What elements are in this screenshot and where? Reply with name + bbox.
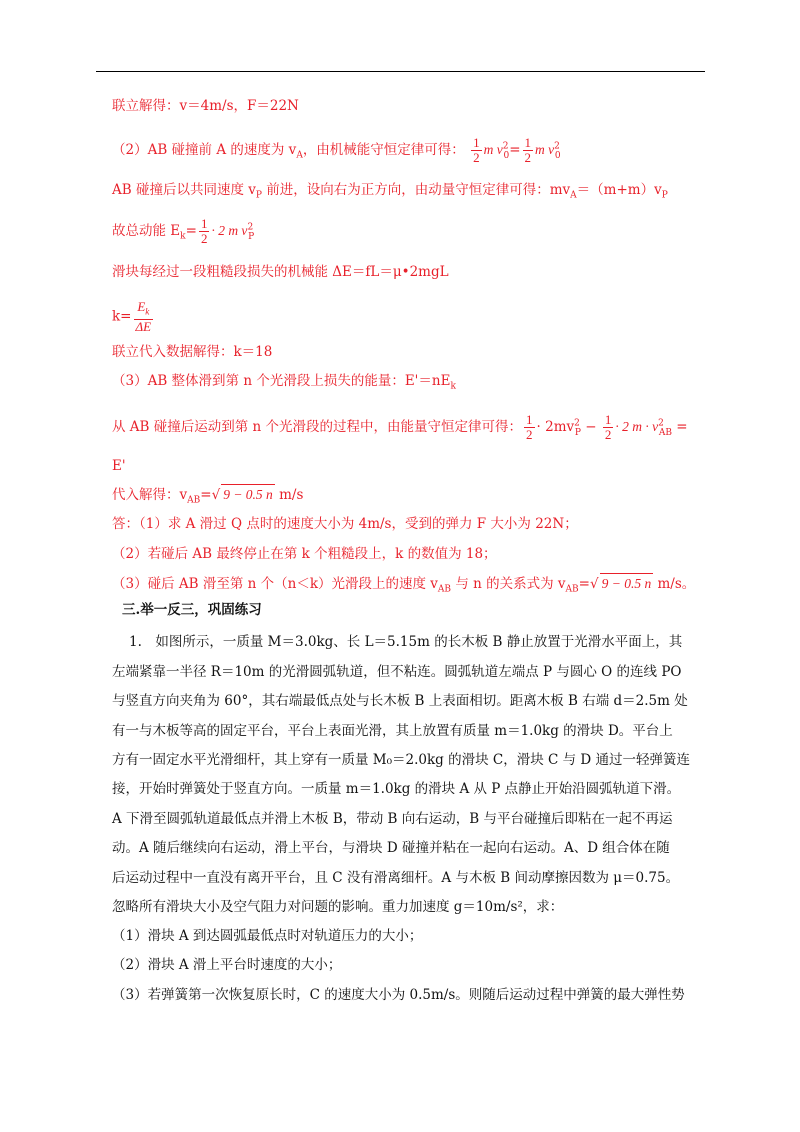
problem-line-2: 左端紧靠一半径 R＝10m 的光滑圆弧轨道，但不粘连。圆弧轨道左端点 P 与圆心 O 的连线 PO: [112, 664, 682, 680]
problem-line-10: 忽略所有滑块大小及空气阻力对问题的影响。重力加速度 g＝10m/s²，求：: [112, 899, 564, 915]
problem-line-5: 方有一固定水平光滑细杆，其上穿有一质量 M₀＝2.0kg 的滑块 C，滑块 C 与 D 通过一轻弹簧连: [112, 752, 691, 768]
problem-line-7: A 下滑至圆弧轨道最低点并滑上木板 B，带动 B 向右运动，B 与平台碰撞后即粘在一起不再运: [112, 811, 673, 827]
answer-line-2: （2）若碰后 AB 最终停止在第 k 个粗糙段上，k 的数值为 18；: [112, 546, 497, 562]
problem-line-9: 后运动过程中一直没有离开平台，且 C 没有滑离细杆。A 与木板 B 间动摩擦因数为 μ＝0.75。: [112, 870, 680, 886]
question-2: （2）滑块 A 滑上平台时速度的大小；: [112, 957, 342, 973]
solution-line-11: 代入解得：$v_{AB}=√$ 9 − 0.5 n m/s: [112, 484, 303, 511]
solution-line-10: E': [112, 458, 126, 474]
problem-line-1: 1. 如图所示，一质量 M＝3.0kg、长 L＝5.15m 的长木板 B 静止放置于光滑水平面上，其: [129, 634, 683, 650]
problem-line-8: 动。A 随后继续向右运动，滑上平台，与滑块 D 碰撞并粘在一起向右运动。A、D 组合体在随: [112, 840, 670, 856]
solution-line-8: （3）AB 整体滑到第 n 个光滑段上损失的能量：$E'=nE_k$: [112, 373, 456, 392]
header-rule: [96, 71, 705, 72]
question-1: （1）滑块 A 到达圆弧最低点时对轨道压力的大小；: [112, 928, 423, 944]
answer-line-1: 答：（1）求 A 滑过 Q 点时的速度大小为 4m/s，受到的弹力 F 大小为 22N；: [112, 516, 578, 532]
solution-line-3: AB 碰撞后以共同速度 $v_P$ 前进，设向右为正方向，由动量守恒定律可得：$mv_A=(m+m)v_P$: [112, 182, 668, 201]
fraction-half: $\frac{1}{2}$: [473, 135, 480, 165]
section-title: 三.举一反三，巩固练习: [122, 602, 262, 618]
solution-line-7: 联立代入数据解得：k＝18: [112, 344, 273, 360]
question-3: （3）若弹簧第一次恢复原长时，C 的速度大小为 0.5m/s。则随后运动过程中弹簧的最大弹性势: [112, 987, 685, 1003]
problem-line-6: 接，开始时弹簧处于竖直方向。一质量 m＝1.0kg 的滑块 A 从 P 点静止开始沿圆弧轨道下滑。: [112, 781, 681, 797]
solution-line-5: 滑块每经过一段粗糙段损失的机械能 ΔE＝fL＝μ•2mgL: [112, 264, 449, 280]
solution-line-4: 故总动能 $E_k=$ $\frac{1}{2}$ · 2 m $v^2_P$: [112, 216, 255, 246]
solution-line-2: （2）AB 碰撞前 A 的速度为 $v_A$，由机械能守恒定律可得： $\frac{1}{2}$ m $v^2_0=$ $\frac{1}{2}$ m $v^2_0$: [112, 135, 561, 165]
solution-line-1: 联立解得：v＝4m/s，F＝22N: [112, 98, 299, 114]
answer-line-3: （3）碰后 AB 滑至第 n 个（n＜k）光滑段上的速度 $v_{AB}$ 与 n 的关系式为 $v_{AB}=√$ 9 − 0.5 n m/s。: [112, 573, 695, 600]
problem-line-3: 与竖直方向夹角为 60°，其右端最低点处与长木板 B 上表面相切。距离木板 B 右端 d＝2.5m 处: [112, 693, 688, 709]
problem-line-4: 有一与木板等高的固定平台，平台上表面光滑，其上放置有质量 m＝1.0kg 的滑块 D。平台上: [112, 723, 673, 739]
solution-line-9: 从 AB 碰撞后运动到第 n 个光滑段的过程中，由能量守恒定律可得： $\frac{1}{2}$ · $2mv^2_P$ − $\frac{1}{2}$ · 2 $m \cdot v^2_{AB}$ =: [112, 412, 688, 442]
solution-line-6: k= $\frac{E_k}{\Delta E}$: [112, 299, 152, 334]
